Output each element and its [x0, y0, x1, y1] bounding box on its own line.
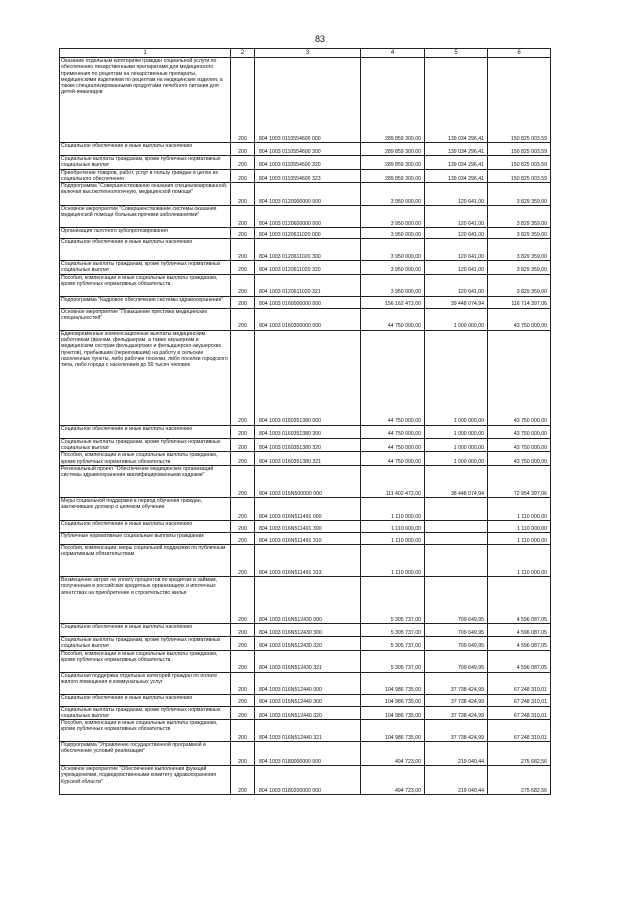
code-cell: 200 — [231, 650, 255, 672]
unexecuted-amount-cell: 4 596 087,05 — [488, 576, 551, 623]
approved-amount-cell: 111 402 472,00 — [361, 465, 425, 497]
table-row — [60, 465, 551, 497]
classification-cell: 804 1003 0120611020 000 — [255, 228, 361, 239]
approved-amount-cell: 3 950 000,00 — [361, 239, 425, 261]
name-cell: Оказание отдельным категориям граждан социальной услуги по обеспечению лекарственными препаратами для медицинского применения по рецептам на лекарственные препараты, медицинскими изделиями по рецептам на медицинские изделия, а также специализированными продуктами лечебного питания для детей-инвалидов — [60, 58, 231, 143]
executed-amount-cell: 139 034 296,41 — [425, 169, 488, 183]
name-cell: Пособия, компенсации и иные социальные выплаты гражданам, кроме публичных нормативных обязательств — [60, 720, 231, 742]
name-cell: Социальные выплаты гражданам, кроме публичных нормативных социальных выплат — [60, 636, 231, 650]
name-cell: Основное мероприятие "Совершенствование системы оказания медицинской помощи больным прочими заболеваниями" — [60, 206, 231, 228]
unexecuted-amount-cell: 43 750 000,00 — [488, 452, 551, 466]
executed-amount-cell: 37 738 424,99 — [425, 720, 488, 742]
unexecuted-amount-cell: 4 596 087,05 — [488, 636, 551, 650]
classification-cell: 804 1003 0180000000 000 — [255, 742, 361, 766]
executed-amount-cell: 219 040,44 — [425, 742, 488, 766]
classification-cell: 804 1003 0160351380 000 — [255, 330, 361, 425]
table-row — [60, 623, 551, 636]
name-cell: Публичные нормативные социальные выплаты гражданам — [60, 532, 231, 544]
approved-amount-cell: 1 110 000,00 — [361, 544, 425, 576]
table-row — [60, 206, 551, 228]
name-cell: Пособия, компенсации и иные социальные выплаты гражданам, кроме публичных нормативных обязательств — [60, 452, 231, 466]
approved-amount-cell: 5 305 737,00 — [361, 636, 425, 650]
name-cell: Социальное обеспечение и иные выплаты населению — [60, 694, 231, 706]
header-cell-executed: 5 — [425, 49, 488, 58]
unexecuted-amount-cell: 4 596 087,05 — [488, 623, 551, 636]
header-cell-approved: 4 — [361, 49, 425, 58]
unexecuted-amount-cell: 43 750 000,00 — [488, 330, 551, 425]
classification-cell: 804 1003 016N500000 000 — [255, 465, 361, 497]
classification-cell: 804 1003 0110554600 000 — [255, 58, 361, 143]
name-cell: Подпрограмма "Кадровое обеспечение системы здравоохранения" — [60, 296, 231, 308]
approved-amount-cell: 156 162 472,00 — [361, 296, 425, 308]
classification-cell: 804 1003 016N512430 320 — [255, 636, 361, 650]
code-cell: 200 — [231, 532, 255, 544]
classification-cell: 804 1003 0160351380 321 — [255, 452, 361, 466]
name-cell: Социальное обеспечение и иные выплаты населению — [60, 623, 231, 636]
classification-cell: 804 1003 0160351380 300 — [255, 425, 361, 438]
executed-amount-cell: 120 641,00 — [425, 228, 488, 239]
classification-cell: 804 1003 016N511491 310 — [255, 532, 361, 544]
approved-amount-cell: 289 859 300,00 — [361, 169, 425, 183]
unexecuted-amount-cell: 67 248 310,01 — [488, 720, 551, 742]
classification-cell: 804 1003 0110554600 323 — [255, 169, 361, 183]
approved-amount-cell: 3 950 000,00 — [361, 206, 425, 228]
classification-cell: 804 1003 016N512430 000 — [255, 576, 361, 623]
executed-amount-cell: 139 034 296,41 — [425, 143, 488, 156]
code-cell: 200 — [231, 452, 255, 466]
approved-amount-cell: 3 950 000,00 — [361, 228, 425, 239]
code-cell: 200 — [231, 228, 255, 239]
classification-cell: 804 1003 0160300000 000 — [255, 308, 361, 330]
code-cell: 200 — [231, 438, 255, 452]
table-row — [60, 742, 551, 766]
name-cell: Региональный проект "Обеспечение медицинских организаций системы здравоохранения квалифицированными кадрами" — [60, 465, 231, 497]
name-cell: Социальные выплаты гражданам, кроме публичных нормативных социальных выплат — [60, 706, 231, 720]
executed-amount-cell: 139 034 296,41 — [425, 156, 488, 170]
table-row — [60, 672, 551, 694]
classification-cell: 804 1003 016N512440 320 — [255, 706, 361, 720]
executed-amount-cell: 37 738 424,99 — [425, 706, 488, 720]
page-number: 83 — [314, 34, 325, 44]
executed-amount-cell: 1 000 000,00 — [425, 438, 488, 452]
table-row — [60, 308, 551, 330]
approved-amount-cell: 1 110 000,00 — [361, 520, 425, 532]
table-row — [60, 296, 551, 308]
executed-amount-cell: 120 641,00 — [425, 274, 488, 296]
executed-amount-cell: 219 040,44 — [425, 766, 488, 795]
table-row — [60, 576, 551, 623]
executed-amount-cell: 139 034 296,41 — [425, 58, 488, 143]
unexecuted-amount-cell: 275 682,56 — [488, 766, 551, 795]
classification-cell: 804 1003 016N512440 000 — [255, 672, 361, 694]
unexecuted-amount-cell: 43 750 000,00 — [488, 308, 551, 330]
unexecuted-amount-cell: 67 248 310,01 — [488, 706, 551, 720]
approved-amount-cell: 5 305 737,00 — [361, 576, 425, 623]
classification-cell: 804 1003 0120600000 000 — [255, 206, 361, 228]
code-cell: 200 — [231, 156, 255, 170]
approved-amount-cell: 5 305 737,00 — [361, 650, 425, 672]
table-row — [60, 425, 551, 438]
unexecuted-amount-cell: 4 596 087,05 — [488, 650, 551, 672]
unexecuted-amount-cell: 72 954 397,06 — [488, 465, 551, 497]
classification-cell: 804 1003 0110554600 300 — [255, 143, 361, 156]
name-cell: Основное мероприятие "Обеспечение выполнения функций учреждениями, подведомственными комитету здравоохранения Курской области" — [60, 766, 231, 795]
executed-amount-cell: 709 649,95 — [425, 636, 488, 650]
code-cell: 200 — [231, 720, 255, 742]
executed-amount-cell: 120 641,00 — [425, 261, 488, 275]
executed-amount-cell: 37 738 424,99 — [425, 694, 488, 706]
table-row — [60, 544, 551, 576]
code-cell: 200 — [231, 143, 255, 156]
table-row — [60, 330, 551, 425]
code-cell: 200 — [231, 706, 255, 720]
executed-amount-cell: 120 641,00 — [425, 239, 488, 261]
code-cell: 200 — [231, 58, 255, 143]
code-cell: 200 — [231, 330, 255, 425]
header-cell-code: 2 — [231, 49, 255, 58]
approved-amount-cell: 5 305 737,00 — [361, 623, 425, 636]
unexecuted-amount-cell: 116 714 397,06 — [488, 296, 551, 308]
approved-amount-cell: 104 986 735,00 — [361, 694, 425, 706]
unexecuted-amount-cell: 43 750 000,00 — [488, 438, 551, 452]
executed-amount-cell: 37 738 424,99 — [425, 672, 488, 694]
unexecuted-amount-cell: 150 825 003,59 — [488, 156, 551, 170]
approved-amount-cell: 289 859 300,00 — [361, 156, 425, 170]
approved-amount-cell: 44 750 000,00 — [361, 425, 425, 438]
approved-amount-cell: 44 750 000,00 — [361, 308, 425, 330]
unexecuted-amount-cell: 67 248 310,01 — [488, 672, 551, 694]
name-cell: Возмещение затрат на уплату процентов по кредитам и займам, полученным в российских кредитных организациях и ипотечных агентствах на приобретение и строительство жилья — [60, 576, 231, 623]
name-cell: Основное мероприятие "Повышение престижа медицинских специальностей" — [60, 308, 231, 330]
unexecuted-amount-cell: 3 829 359,00 — [488, 183, 551, 206]
table-row — [60, 636, 551, 650]
unexecuted-amount-cell: 3 829 359,00 — [488, 239, 551, 261]
executed-amount-cell: 120 641,00 — [425, 206, 488, 228]
code-cell: 200 — [231, 239, 255, 261]
approved-amount-cell: 3 950 000,00 — [361, 261, 425, 275]
classification-cell: 804 1003 0120611020 321 — [255, 274, 361, 296]
approved-amount-cell: 44 750 000,00 — [361, 438, 425, 452]
name-cell: Подпрограмма "Управление государственной программой и обеспечение условий реализации" — [60, 742, 231, 766]
table-row — [60, 261, 551, 275]
approved-amount-cell: 1 110 000,00 — [361, 532, 425, 544]
name-cell: Социальная поддержка отдельных категорий граждан по оплате жилого помещения и коммунальных услуг — [60, 672, 231, 694]
table-row — [60, 497, 551, 520]
executed-amount-cell: 709 649,95 — [425, 576, 488, 623]
unexecuted-amount-cell: 150 825 003,59 — [488, 143, 551, 156]
classification-cell: 804 1003 016N512430 321 — [255, 650, 361, 672]
unexecuted-amount-cell: 1 110 000,00 — [488, 544, 551, 576]
code-cell: 200 — [231, 672, 255, 694]
executed-amount-cell — [425, 544, 488, 576]
code-cell: 200 — [231, 169, 255, 183]
classification-cell: 804 1003 0180200000 000 — [255, 766, 361, 795]
classification-cell: 804 1003 0120000000 000 — [255, 183, 361, 206]
executed-amount-cell: 1 000 000,00 — [425, 308, 488, 330]
approved-amount-cell: 3 950 000,00 — [361, 274, 425, 296]
code-cell: 200 — [231, 742, 255, 766]
name-cell: Подпрограмма "Совершенствование оказания специализированной, включая высокотехнологичную, медицинской помощи" — [60, 183, 231, 206]
code-cell: 200 — [231, 544, 255, 576]
header-cell-classification: 3 — [255, 49, 361, 58]
header-row — [60, 49, 551, 58]
table-row — [60, 766, 551, 795]
budget-execution-table — [59, 48, 551, 795]
code-cell: 200 — [231, 576, 255, 623]
table-row — [60, 532, 551, 544]
header-cell-unexecuted: 6 — [488, 49, 551, 58]
approved-amount-cell: 104 986 735,00 — [361, 706, 425, 720]
unexecuted-amount-cell: 3 829 359,00 — [488, 228, 551, 239]
table-row — [60, 520, 551, 532]
name-cell: Организация льготного зубопротезирования — [60, 228, 231, 239]
approved-amount-cell: 44 750 000,00 — [361, 330, 425, 425]
approved-amount-cell: 1 110 000,00 — [361, 497, 425, 520]
code-cell: 200 — [231, 183, 255, 206]
executed-amount-cell: 1 000 000,00 — [425, 330, 488, 425]
approved-amount-cell: 289 859 300,00 — [361, 143, 425, 156]
executed-amount-cell: 709 649,95 — [425, 623, 488, 636]
unexecuted-amount-cell: 1 110 000,00 — [488, 532, 551, 544]
table-row — [60, 274, 551, 296]
name-cell: Социальное обеспечение и иные выплаты населению — [60, 239, 231, 261]
classification-cell: 804 1003 0110554600 320 — [255, 156, 361, 170]
executed-amount-cell — [425, 532, 488, 544]
classification-cell: 804 1003 0160351380 320 — [255, 438, 361, 452]
unexecuted-amount-cell: 43 750 000,00 — [488, 425, 551, 438]
classification-cell: 804 1003 0120611020 320 — [255, 261, 361, 275]
table-row — [60, 239, 551, 261]
code-cell: 200 — [231, 766, 255, 795]
code-cell: 200 — [231, 206, 255, 228]
name-cell: Социальное обеспечение и иные выплаты населению — [60, 143, 231, 156]
name-cell: Социальные выплаты гражданам, кроме публичных нормативных социальных выплат — [60, 438, 231, 452]
approved-amount-cell: 3 950 000,00 — [361, 183, 425, 206]
table-row — [60, 156, 551, 170]
classification-cell: 804 1003 016N511491 313 — [255, 544, 361, 576]
code-cell: 200 — [231, 296, 255, 308]
executed-amount-cell: 1 000 000,00 — [425, 425, 488, 438]
unexecuted-amount-cell: 1 110 000,00 — [488, 520, 551, 532]
table-row — [60, 720, 551, 742]
table-row — [60, 183, 551, 206]
approved-amount-cell: 494 723,00 — [361, 766, 425, 795]
code-cell: 200 — [231, 465, 255, 497]
executed-amount-cell: 38 448 074,94 — [425, 465, 488, 497]
name-cell: Меры социальной поддержки в период обучения граждан, заключивших договор о целевом обучении — [60, 497, 231, 520]
approved-amount-cell: 104 986 735,00 — [361, 720, 425, 742]
code-cell: 200 — [231, 308, 255, 330]
header-cell-name: 1 — [60, 49, 231, 58]
classification-cell: 804 1003 0160000000 000 — [255, 296, 361, 308]
unexecuted-amount-cell: 150 825 003,59 — [488, 58, 551, 143]
classification-cell: 804 1003 016N512440 321 — [255, 720, 361, 742]
approved-amount-cell: 494 723,00 — [361, 742, 425, 766]
unexecuted-amount-cell: 67 248 310,01 — [488, 694, 551, 706]
name-cell: Приобретение товаров, работ, услуг в пользу граждан в целях их социального обеспечения — [60, 169, 231, 183]
table-row — [60, 452, 551, 466]
name-cell: Социальные выплаты гражданам, кроме публичных нормативных социальных выплат — [60, 156, 231, 170]
code-cell: 200 — [231, 623, 255, 636]
table-row — [60, 706, 551, 720]
code-cell: 200 — [231, 636, 255, 650]
classification-cell: 804 1003 016N511491 000 — [255, 497, 361, 520]
table-row — [60, 228, 551, 239]
executed-amount-cell — [425, 520, 488, 532]
code-cell: 200 — [231, 520, 255, 532]
unexecuted-amount-cell: 275 682,56 — [488, 742, 551, 766]
code-cell: 200 — [231, 274, 255, 296]
executed-amount-cell: 120 641,00 — [425, 183, 488, 206]
table-row — [60, 694, 551, 706]
name-cell: Социальное обеспечение и иные выплаты населению — [60, 425, 231, 438]
name-cell: Пособия, компенсации, меры социальной поддержки по публичным нормативным обязательствам — [60, 544, 231, 576]
executed-amount-cell: 1 000 000,00 — [425, 452, 488, 466]
unexecuted-amount-cell: 3 829 359,00 — [488, 206, 551, 228]
name-cell: Пособия, компенсации и иные социальные выплаты гражданам, кроме публичных нормативных обязательств — [60, 274, 231, 296]
unexecuted-amount-cell: 1 110 000,00 — [488, 497, 551, 520]
executed-amount-cell — [425, 497, 488, 520]
table-row — [60, 650, 551, 672]
code-cell: 200 — [231, 694, 255, 706]
approved-amount-cell: 289 859 300,00 — [361, 58, 425, 143]
table-row — [60, 143, 551, 156]
unexecuted-amount-cell: 150 825 003,59 — [488, 169, 551, 183]
name-cell: Пособия, компенсации и иные социальные выплаты гражданам, кроме публичных нормативных обязательств — [60, 650, 231, 672]
name-cell: Социальное обеспечение и иные выплаты населению — [60, 520, 231, 532]
code-cell: 200 — [231, 261, 255, 275]
approved-amount-cell: 44 750 000,00 — [361, 452, 425, 466]
executed-amount-cell: 709 649,95 — [425, 650, 488, 672]
table-row — [60, 438, 551, 452]
classification-cell: 804 1003 016N512430 300 — [255, 623, 361, 636]
classification-cell: 804 1003 0120611020 300 — [255, 239, 361, 261]
unexecuted-amount-cell: 3 829 359,00 — [488, 274, 551, 296]
classification-cell: 804 1003 016N512440 300 — [255, 694, 361, 706]
table-row — [60, 169, 551, 183]
code-cell: 200 — [231, 425, 255, 438]
name-cell: Единовременные компенсационные выплаты медицинским работникам (врачам, фельдшерам, а также акушеркам и медицинским сестрам фельдшерских и фельдшерско-акушерских пунктов), прибывшим (переехавшим) на работу в сельские населенные пункты, либо рабочие поселки, либо поселки городского типа, либо города с населением до 50 тысяч человек — [60, 330, 231, 425]
table-row — [60, 58, 551, 143]
approved-amount-cell: 104 986 735,00 — [361, 672, 425, 694]
code-cell: 200 — [231, 497, 255, 520]
executed-amount-cell: 39 448 074,94 — [425, 296, 488, 308]
name-cell: Социальные выплаты гражданам, кроме публичных нормативных социальных выплат — [60, 261, 231, 275]
unexecuted-amount-cell: 3 829 359,00 — [488, 261, 551, 275]
classification-cell: 804 1003 016N511491 300 — [255, 520, 361, 532]
